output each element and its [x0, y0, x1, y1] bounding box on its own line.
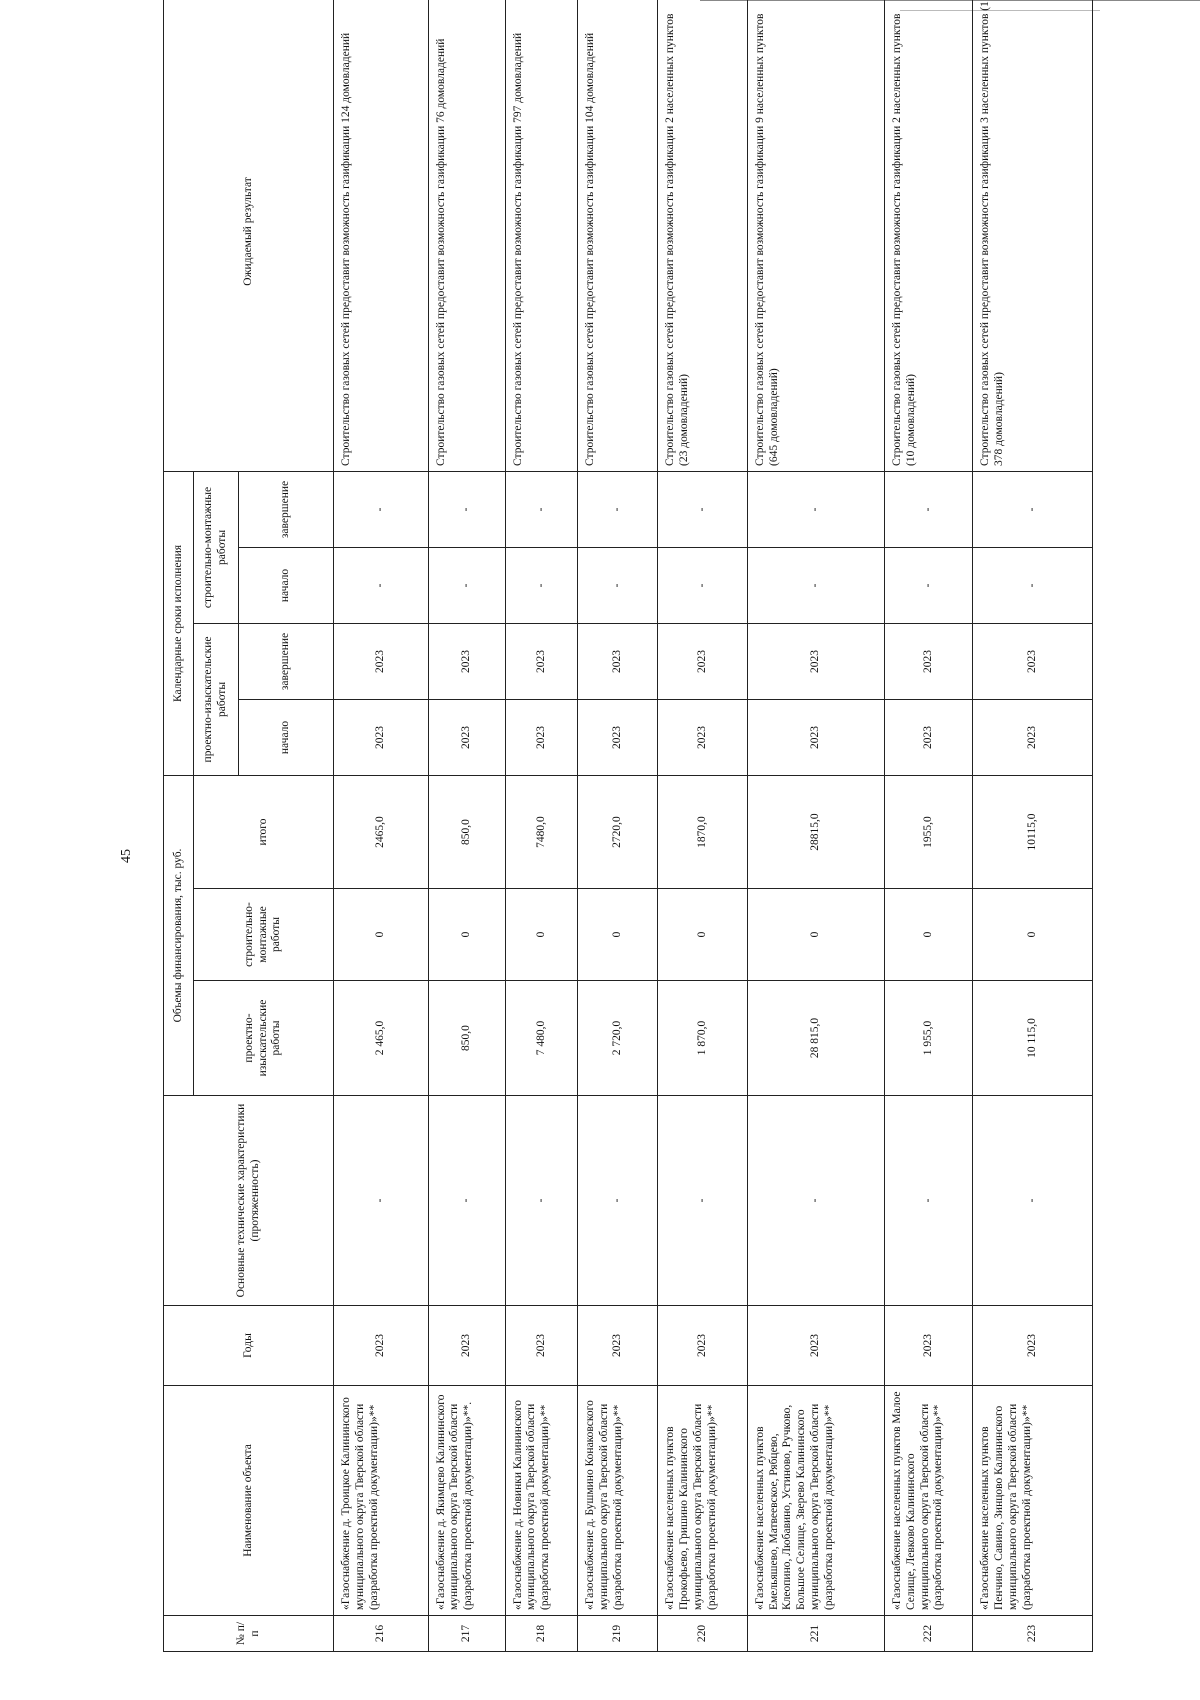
cell-num: 221 — [747, 1616, 884, 1652]
cell-smr-start: - — [578, 547, 658, 623]
cell-pir-end: 2023 — [973, 623, 1093, 699]
cell-years: 2023 — [334, 1306, 429, 1386]
cell-pir-start: 2023 — [747, 699, 884, 775]
cell-smr-end: - — [578, 471, 658, 547]
cell-result: Строительство газовых сетей предоставит возможность газификации 797 домовладений — [505, 0, 578, 471]
cell-num: 217 — [428, 1616, 505, 1652]
cell-smr-start: - — [658, 547, 747, 623]
cell-tech: - — [505, 1096, 578, 1306]
header-smr-start: начало — [239, 547, 334, 623]
cell-total: 1870,0 — [658, 775, 747, 888]
cell-name: «Газоснабжение населенных пунктов Емельяшево, Матвеевское, Рябцево, Клеопино, Любавино, Устиново, Ручково, Большое Селище, Зверево Калининского муниципального округа Тверской области (разработка проектной документации)»** — [747, 1386, 884, 1616]
table-row — [578, 0, 658, 1652]
cell-result: Строительство газовых сетей предоставит возможность газификации 104 домовладений — [578, 0, 658, 471]
cell-num: 216 — [334, 1616, 429, 1652]
cell-num: 218 — [505, 1616, 578, 1652]
cell-smr-start: - — [747, 547, 884, 623]
cell-years: 2023 — [973, 1306, 1093, 1386]
cell-years: 2023 — [658, 1306, 747, 1386]
cell-smr-start: - — [334, 547, 429, 623]
cell-pir: 7 480,0 — [505, 981, 578, 1096]
cell-pir: 2 465,0 — [334, 981, 429, 1096]
cell-smr-end: - — [973, 471, 1093, 547]
header-pir-start: начало — [239, 699, 334, 775]
cell-name: «Газоснабжение д. Якимцево Калининского муниципального округа Тверской области (разработка проектной документации)»**. — [428, 1386, 505, 1616]
table-row — [428, 0, 505, 1652]
cell-pir-end: 2023 — [505, 623, 578, 699]
cell-pir: 1 955,0 — [885, 981, 973, 1096]
cell-result: Строительство газовых сетей предоставит возможность газификации 2 населенных пунктов (23 домовладений) — [658, 0, 747, 471]
cell-result: Строительство газовых сетей предоставит возможность газификации 3 населенных пунктов (1 378 домовладений) — [973, 0, 1093, 471]
cell-years: 2023 — [747, 1306, 884, 1386]
table-row — [658, 0, 747, 1652]
cell-tech: - — [334, 1096, 429, 1306]
cell-pir: 1 870,0 — [658, 981, 747, 1096]
cell-pir-end: 2023 — [578, 623, 658, 699]
cell-smr-end: - — [747, 471, 884, 547]
cell-smr-end: - — [428, 471, 505, 547]
cell-pir: 2 720,0 — [578, 981, 658, 1096]
table-header — [164, 0, 334, 1652]
table-row — [505, 0, 578, 1652]
cell-total: 1955,0 — [885, 775, 973, 888]
cell-pir-end: 2023 — [428, 623, 505, 699]
cell-tech: - — [973, 1096, 1093, 1306]
cell-tech: - — [578, 1096, 658, 1306]
gasification-table — [163, 0, 1093, 1652]
header-tech: Основные технические характеристики (протяженность) — [164, 1096, 334, 1306]
cell-tech: - — [747, 1096, 884, 1306]
cell-pir-end: 2023 — [885, 623, 973, 699]
cell-smr: 0 — [973, 889, 1093, 981]
header-cal-pir: проектно-изыскательские работы — [194, 623, 239, 775]
cell-pir-start: 2023 — [505, 699, 578, 775]
cell-smr: 0 — [334, 889, 429, 981]
cell-name: «Газоснабжение населенных пунктов Прокофьево, Гришино Калининского муниципального округа Тверской области (разработка проектной документации)»** — [658, 1386, 747, 1616]
cell-smr-end: - — [334, 471, 429, 547]
header-num: № п/п — [164, 1616, 334, 1652]
cell-name: «Газоснабжение д. Новинки Калининского муниципального округа Тверской области (разработка проектной документации)»** — [505, 1386, 578, 1616]
header-cal-smr: строительно-монтажные работы — [194, 471, 239, 623]
header-years: Годы — [164, 1306, 334, 1386]
cell-smr: 0 — [428, 889, 505, 981]
table-row — [747, 0, 884, 1652]
cell-smr: 0 — [505, 889, 578, 981]
cell-smr-end: - — [658, 471, 747, 547]
table-row — [885, 0, 973, 1652]
header-smr-end: завершение — [239, 471, 334, 547]
table-body — [334, 0, 1093, 1652]
cell-num: 220 — [658, 1616, 747, 1652]
table-row — [973, 0, 1093, 1652]
cell-years: 2023 — [885, 1306, 973, 1386]
cell-result: Строительство газовых сетей предоставит возможность газификации 2 населенных пунктов (10 домовладений) — [885, 0, 973, 471]
cell-pir-end: 2023 — [658, 623, 747, 699]
cell-pir-start: 2023 — [578, 699, 658, 775]
header-fin-smr: строительно-монтажные работы — [194, 889, 334, 981]
cell-name: «Газоснабжение населенных пунктов Малое Селище, Левково Калининского муниципального округа Тверской области (разработка проектной документации)»** — [885, 1386, 973, 1616]
header-finance-group: Объемы финансирования, тыс. руб. — [164, 775, 194, 1095]
cell-total: 2720,0 — [578, 775, 658, 888]
cell-pir-start: 2023 — [334, 699, 429, 775]
header-calendar-group: Календарные сроки исполнения — [164, 471, 194, 775]
cell-total: 850,0 — [428, 775, 505, 888]
cell-smr-start: - — [428, 547, 505, 623]
cell-pir-start: 2023 — [885, 699, 973, 775]
header-fin-total: итого — [194, 775, 334, 888]
header-fin-pir: проектно-изыскательские работы — [194, 981, 334, 1096]
cell-pir: 10 115,0 — [973, 981, 1093, 1096]
cell-result: Строительство газовых сетей предоставит возможность газификации 76 домовладений — [428, 0, 505, 471]
cell-num: 223 — [973, 1616, 1093, 1652]
cell-smr-end: - — [885, 471, 973, 547]
cell-tech: - — [885, 1096, 973, 1306]
cell-pir: 28 815,0 — [747, 981, 884, 1096]
cell-pir-end: 2023 — [747, 623, 884, 699]
cell-result: Строительство газовых сетей предоставит возможность газификации 124 домовладений — [334, 0, 429, 471]
cell-total: 2465,0 — [334, 775, 429, 888]
cell-smr-start: - — [505, 547, 578, 623]
cell-name: «Газоснабжение населенных пунктов Пенчино, Савино, Зинцово Калининского муниципального округа Тверской области (разработка проектной документации)»** — [973, 1386, 1093, 1616]
page-number: 45 — [119, 849, 134, 863]
cell-total: 10115,0 — [973, 775, 1093, 888]
header-pir-end: завершение — [239, 623, 334, 699]
cell-years: 2023 — [578, 1306, 658, 1386]
cell-smr-end: - — [505, 471, 578, 547]
cell-num: 219 — [578, 1616, 658, 1652]
cell-result: Строительство газовых сетей предоставит возможность газификации 9 населенных пунктов (645 домовладений) — [747, 0, 884, 471]
cell-smr: 0 — [885, 889, 973, 981]
header-name: Наименование объекта — [164, 1386, 334, 1616]
cell-num: 222 — [885, 1616, 973, 1652]
cell-total: 28815,0 — [747, 775, 884, 888]
cell-years: 2023 — [428, 1306, 505, 1386]
cell-total: 7480,0 — [505, 775, 578, 888]
cell-name: «Газоснабжение д. Бушмино Конаковского муниципального округа Тверской области (разработка проектной документации)»** — [578, 1386, 658, 1616]
cell-pir: 850,0 — [428, 981, 505, 1096]
rotated-table-container — [163, 1, 1093, 1652]
cell-tech: - — [658, 1096, 747, 1306]
cell-name: «Газоснабжение д. Троицкое Калининского муниципального округа Тверской области (разработка проектной документации)»** — [334, 1386, 429, 1616]
cell-tech: - — [428, 1096, 505, 1306]
cell-pir-start: 2023 — [658, 699, 747, 775]
cell-smr-start: - — [885, 547, 973, 623]
header-result: Ожидаемый результат — [164, 0, 334, 471]
cell-pir-start: 2023 — [973, 699, 1093, 775]
cell-smr: 0 — [578, 889, 658, 981]
cell-years: 2023 — [505, 1306, 578, 1386]
cell-pir-start: 2023 — [428, 699, 505, 775]
cell-pir-end: 2023 — [334, 623, 429, 699]
cell-smr: 0 — [747, 889, 884, 981]
cell-smr: 0 — [658, 889, 747, 981]
table-row — [334, 0, 429, 1652]
cell-smr-start: - — [973, 547, 1093, 623]
